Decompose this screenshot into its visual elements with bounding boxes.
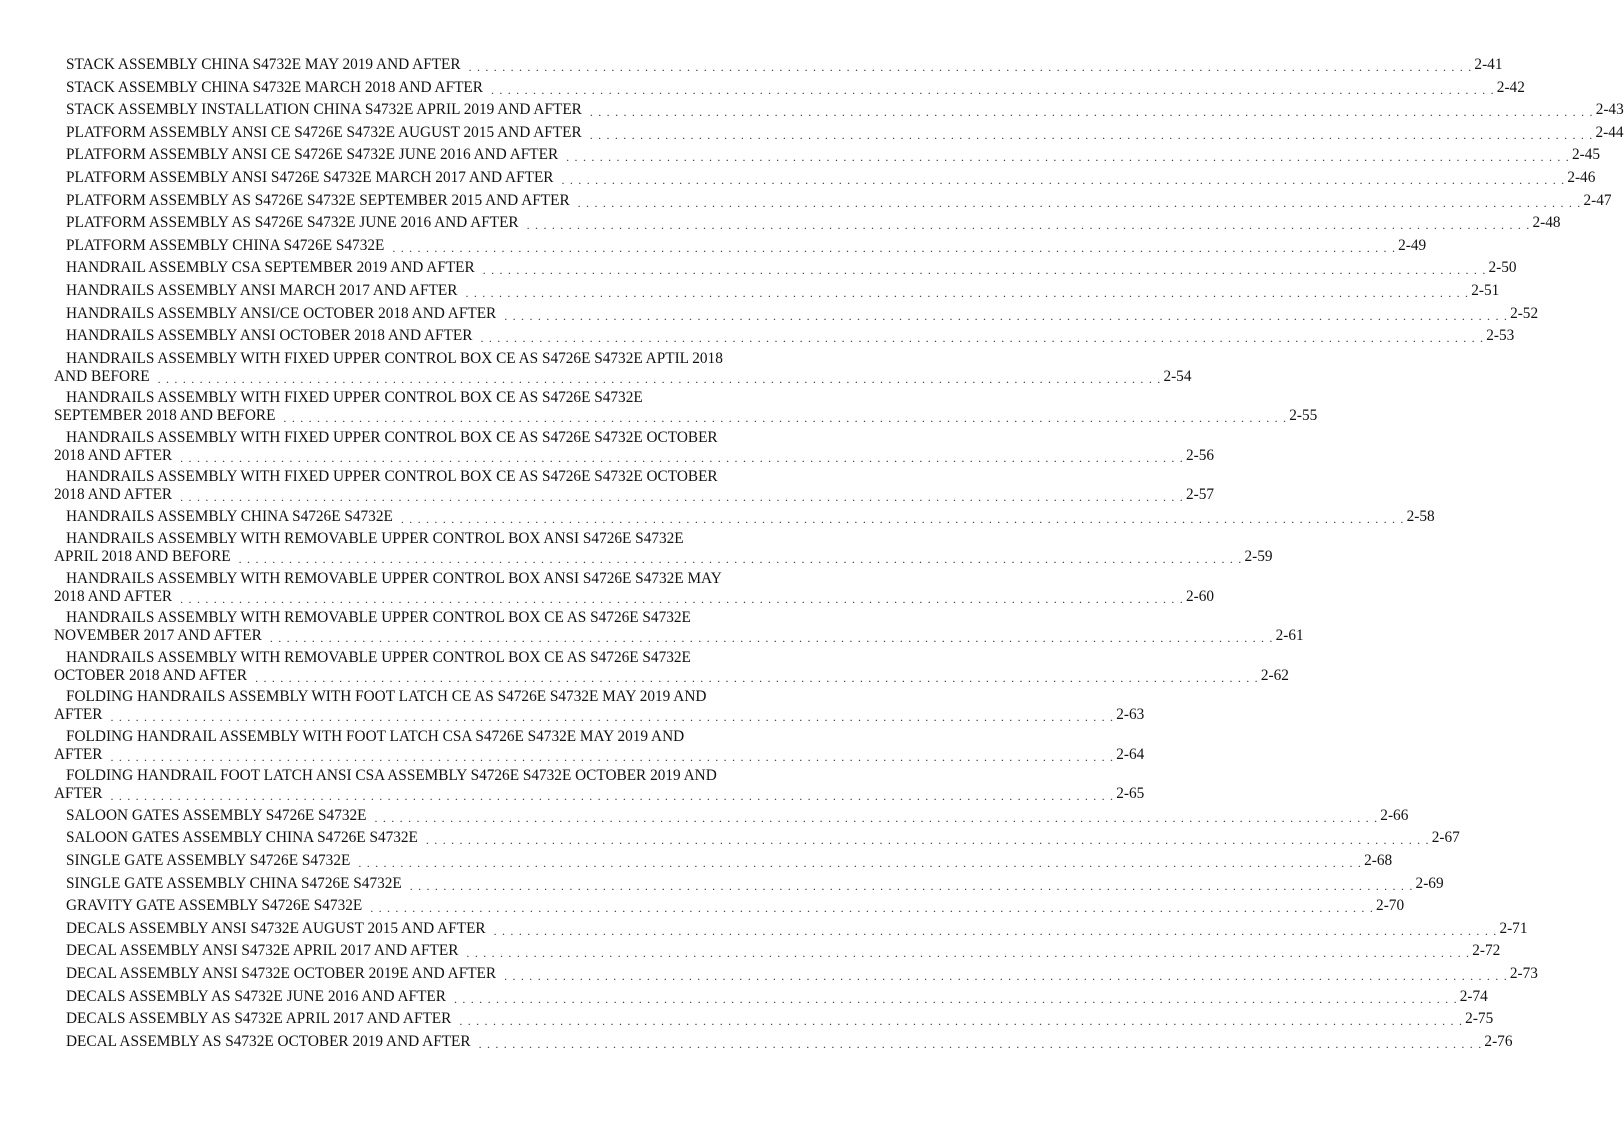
toc-entry[interactable]: [54, 727, 1145, 768]
toc-entry[interactable]: [54, 349, 1192, 390]
toc-page-number: 2-74: [1459, 987, 1488, 1005]
toc-page-number: 2-73: [1509, 964, 1538, 982]
toc-page-number: 2-41: [1474, 56, 1503, 73]
toc-entry[interactable]: [54, 327, 1515, 350]
toc-entry-title: PLATFORM ASSEMBLY ANSI CE S4726E S4732E JUNE 2016 AND AFTER: [66, 146, 559, 164]
toc-entry[interactable]: [54, 964, 1538, 988]
toc-entry[interactable]: [54, 468, 1214, 508]
toc-entry-title: PLATFORM ASSEMBLY AS S4726E S4732E JUNE 2016 AND AFTER: [66, 214, 519, 232]
toc-entry[interactable]: [54, 259, 1517, 282]
toc-entry[interactable]: [54, 767, 1145, 807]
dot-leader: . . . . . . . . . . . . . . . . . . . . . . . . . . . . . . . . . . . . . . . . . . . . . . . . . . . . . . . . . . . . . . . . . . . . . . . . . . . . . . . . . . . . . . . . . . . . . . . . . . . . . . . . . . . . . . . . . . . . . . . .: [490, 82, 1495, 97]
dot-leader: . . . . . . . . . . . . . . . . . . . . . . . . . . . . . . . . . . . . . . . . . . . . . . . . . . . . . . . . . . . . . . . . . . . . . . . . . . . . . . . . . . . . . . . . . . . . . . . . . . . . . . . . . . . . . . . . . . . . . . . .: [577, 195, 1582, 210]
toc-entry-title-line-1: HANDRAILS ASSEMBLY WITH FIXED UPPER CONTROL BOX CE AS S4726E S4732E: [66, 389, 643, 407]
toc-entry[interactable]: [54, 609, 1304, 649]
toc-entry-title-line-1: HANDRAILS ASSEMBLY WITH FIXED UPPER CONTROL BOX CE AS S4726E S4732E OCTOBER: [66, 428, 718, 446]
toc-page-number: 2-65: [1116, 785, 1145, 803]
toc-entry-title: SALOON GATES ASSEMBLY S4726E S4732E: [66, 806, 367, 824]
dot-leader: . . . . . . . . . . . . . . . . . . . . . . . . . . . . . . . . . . . . . . . . . . . . . . . . . . . . . . . . . . . . . . . . . . . . . . . . . . . . . . . . . . . . . . . . . . . . . . . . . . . . . . . . . . . . . . . . . . . . . . . .: [589, 127, 1594, 142]
dot-leader: . . . . . . . . . . . . . . . . . . . . . . . . . . . . . . . . . . . . . . . . . . . . . . . . . . . . . . . . . . . . . . . . . . . . . . . . . . . . . . . . . . . . . . . . . . . . . . . . . . . . . . . . . . . . . . . . . . . . . . . .: [409, 878, 1414, 893]
dot-leader: . . . . . . . . . . . . . . . . . . . . . . . . . . . . . . . . . . . . . . . . . . . . . . . . . . . . . . . . . . . . . . . . . . . . . . . . . . . . . . . . . . . . . . . . . . . . . . . . . . . . . . . . . . . . . . . . . . . . . . . .: [482, 263, 1487, 278]
dot-leader: . . . . . . . . . . . . . . . . . . . . . . . . . . . . . . . . . . . . . . . . . . . . . . . . . . . . . . . . . . . . . . . . . . . . . . . . . . . . . . . . . . . . . . . . . . . . . . . . . . . . . . . . . . . . . . . . . . . . . . . .: [465, 285, 1470, 300]
dot-leader: . . . . . . . . . . . . . . . . . . . . . . . . . . . . . . . . . . . . . . . . . . . . . . . . . . . . . . . . . . . . . . . . . . . . . . . . . . . . . . . . . . . . . . . . . . . . . . . . . . . . . . . . . . . . . . . . . . . . . . . .: [238, 552, 1243, 567]
dot-leader: . . . . . . . . . . . . . . . . . . . . . . . . . . . . . . . . . . . . . . . . . . . . . . . . . . . . . . . . . . . . . . . . . . . . . . . . . . . . . . . . . . . . . . . . . . . . . . . . . . . . . . . . . . . . . . . . . . . . . . . .: [269, 631, 1274, 646]
toc-entry-title: STACK ASSEMBLY CHINA S4732E MARCH 2018 AND AFTER: [66, 78, 483, 96]
toc-entry[interactable]: [54, 214, 1561, 237]
dot-leader: . . . . . . . . . . . . . . . . . . . . . . . . . . . . . . . . . . . . . . . . . . . . . . . . . . . . . . . . . . . . . . . . . . . . . . . . . . . . . . . . . . . . . . . . . . . . . . . . . . . . . . . . . . . . . . . . . . . . . . . .: [110, 749, 1115, 764]
toc-page-number: 2-57: [1185, 486, 1214, 504]
toc-entry-title: SALOON GATES ASSEMBLY CHINA S4726E S4732E: [66, 829, 418, 847]
toc-page-number: 2-54: [1163, 367, 1192, 385]
toc-entry[interactable]: [54, 806, 1409, 830]
toc-entry-title: GRAVITY GATE ASSEMBLY S4726E S4732E: [66, 897, 363, 915]
toc-entry-title-line-2: AFTER: [54, 706, 103, 724]
dot-leader: . . . . . . . . . . . . . . . . . . . . . . . . . . . . . . . . . . . . . . . . . . . . . . . . . . . . . . . . . . . . . . . . . . . . . . . . . . . . . . . . . . . . . . . . . . . . . . . . . . . . . . . . . . . . . . . . . . . . . . . .: [180, 591, 1184, 606]
toc-entry-title-line-2: 2018 AND AFTER: [54, 486, 173, 504]
dot-leader: . . . . . . . . . . . . . . . . . . . . . . . . . . . . . . . . . . . . . . . . . . . . . . . . . . . . . . . . . . . . . . . . . . . . . . . . . . . . . . . . . . . . . . . . . . . . . . . . . . . . . . . . . . . . . . . . . . . . . . . .: [468, 60, 1473, 74]
toc-entry-title: DECAL ASSEMBLY AS S4732E OCTOBER 2019 AND AFTER: [66, 1032, 471, 1050]
toc-page-number: 2-47: [1583, 191, 1612, 209]
toc-entry[interactable]: [54, 78, 1525, 102]
dot-leader: . . . . . . . . . . . . . . . . . . . . . . . . . . . . . . . . . . . . . . . . . . . . . . . . . . . . . . . . . . . . . . . . . . . . . . . . . . . . . . . . . . . . . . . . . . . . . . . . . . . . . . . . . . . . . . . . . . . . . . . .: [478, 1036, 1483, 1051]
dot-leader: . . . . . . . . . . . . . . . . . . . . . . . . . . . . . . . . . . . . . . . . . . . . . . . . . . . . . . . . . . . . . . . . . . . . . . . . . . . . . . . . . . . . . . . . . . . . . . . . . . . . . . . . . . . . . . . . . . . . . . . .: [466, 946, 1471, 961]
toc-page-number: 2-61: [1275, 627, 1304, 645]
toc-page-number: 2-52: [1510, 304, 1539, 322]
toc-page-number: 2-66: [1380, 806, 1409, 824]
toc-page-number: 2-43: [1595, 101, 1624, 119]
toc-entry-title: HANDRAIL ASSEMBLY CSA SEPTEMBER 2019 AND AFTER: [66, 259, 475, 277]
dot-leader: . . . . . . . . . . . . . . . . . . . . . . . . . . . . . . . . . . . . . . . . . . . . . . . . . . . . . . . . . . . . . . . . . . . . . . . . . . . . . . . . . . . . . . . . . . . . . . . . . . . . . . . . . . . . . . . . . . . . . . . .: [453, 991, 1458, 1006]
toc-entry[interactable]: [54, 146, 1601, 169]
dot-leader: . . . . . . . . . . . . . . . . . . . . . . . . . . . . . . . . . . . . . . . . . . . . . . . . . . . . . . . . . . . . . . . . . . . . . . . . . . . . . . . . . . . . . . . . . . . . . . . . . . . . . . . . . . . . . . . . . . . . . . . .: [255, 670, 1259, 685]
toc-entry-title: SINGLE GATE ASSEMBLY CHINA S4726E S4732E: [66, 874, 402, 892]
toc-entry-title-line-2: SEPTEMBER 2018 AND BEFORE: [54, 407, 276, 425]
toc-entry-title: DECAL ASSEMBLY ANSI S4732E APRIL 2017 AND AFTER: [66, 942, 459, 960]
dot-leader: . . . . . . . . . . . . . . . . . . . . . . . . . . . . . . . . . . . . . . . . . . . . . . . . . . . . . . . . . . . . . . . . . . . . . . . . . . . . . . . . . . . . . . . . . . . . . . . . . . . . . . . . . . . . . . . . . . . . . . . .: [370, 901, 1375, 916]
toc-page-number: 2-75: [1465, 1010, 1494, 1028]
toc-entry-title: DECALS ASSEMBLY AS S4732E APRIL 2017 AND AFTER: [66, 1010, 452, 1028]
dot-leader: . . . . . . . . . . . . . . . . . . . . . . . . . . . . . . . . . . . . . . . . . . . . . . . . . . . . . . . . . . . . . . . . . . . . . . . . . . . . . . . . . . . . . . . . . . . . . . . . . . . . . . . . . . . . . . . . . . . . . . . .: [358, 856, 1363, 870]
toc-entry[interactable]: [54, 829, 1460, 852]
toc-entry[interactable]: [54, 428, 1214, 469]
toc-entry-title-line-2: 2018 AND AFTER: [54, 446, 173, 464]
toc-entry-title-line-2: NOVEMBER 2017 AND AFTER: [54, 627, 262, 645]
toc-page-number: 2-72: [1472, 942, 1501, 960]
dot-leader: . . . . . . . . . . . . . . . . . . . . . . . . . . . . . . . . . . . . . . . . . . . . . . . . . . . . . . . . . . . . . . . . . . . . . . . . . . . . . . . . . . . . . . . . . . . . . . . . . . . . . . . . . . . . . . . . . . . . . . . .: [459, 1014, 1464, 1029]
toc-entry[interactable]: [54, 874, 1444, 898]
toc-entry[interactable]: [54, 1010, 1494, 1033]
dot-leader: . . . . . . . . . . . . . . . . . . . . . . . . . . . . . . . . . . . . . . . . . . . . . . . . . . . . . . . . . . . . . . . . . . . . . . . . . . . . . . . . . . . . . . . . . . . . . . . . . . . . . . . . . . . . . . . . . . . . . . . .: [374, 810, 1379, 825]
toc-entry-title: HANDRAILS ASSEMBLY ANSI/CE OCTOBER 2018 AND AFTER: [66, 304, 497, 322]
toc-page-number: 2-53: [1486, 327, 1515, 345]
toc-entry-title: PLATFORM ASSEMBLY ANSI S4726E S4732E MARCH 2017 AND AFTER: [66, 168, 554, 186]
toc-entry-title-line-1: HANDRAILS ASSEMBLY WITH FIXED UPPER CONTROL BOX CE AS S4726E S4732E APTIL 2018: [66, 349, 723, 367]
toc-page-number: 2-56: [1185, 446, 1214, 464]
toc-entry[interactable]: [54, 852, 1393, 875]
toc-page-number: 2-69: [1415, 874, 1444, 892]
toc-page-number: 2-49: [1398, 236, 1427, 254]
toc-entry[interactable]: [54, 569, 1214, 610]
toc-entry-title: STACK ASSEMBLY INSTALLATION CHINA S4732E APRIL 2019 AND AFTER: [66, 101, 582, 119]
dot-leader: . . . . . . . . . . . . . . . . . . . . . . . . . . . . . . . . . . . . . . . . . . . . . . . . . . . . . . . . . . . . . . . . . . . . . . . . . . . . . . . . . . . . . . . . . . . . . . . . . . . . . . . . . . . . . . . . . . . . . . . .: [504, 968, 1508, 983]
toc-entry-title-line-2: AND BEFORE: [54, 367, 150, 385]
table-of-contents: [54, 56, 1624, 1055]
toc-entry[interactable]: [54, 281, 1500, 305]
toc-entry-title: DECAL ASSEMBLY ANSI S4732E OCTOBER 2019E AND AFTER: [66, 964, 497, 982]
toc-page-number: 2-63: [1116, 706, 1145, 724]
dot-leader: . . . . . . . . . . . . . . . . . . . . . . . . . . . . . . . . . . . . . . . . . . . . . . . . . . . . . . . . . . . . . . . . . . . . . . . . . . . . . . . . . . . . . . . . . . . . . . . . . . . . . . . . . . . . . . . . . . . . . . . .: [392, 240, 1397, 255]
toc-entry[interactable]: [54, 304, 1539, 328]
toc-entry-title: STACK ASSEMBLY CHINA S4732E MAY 2019 AND AFTER: [66, 56, 461, 73]
toc-page-number: 2-60: [1185, 587, 1214, 605]
toc-entry-title: HANDRAILS ASSEMBLY ANSI MARCH 2017 AND AFTER: [66, 281, 458, 299]
toc-entry-title: PLATFORM ASSEMBLY AS S4726E S4732E SEPTEMBER 2015 AND AFTER: [66, 191, 570, 209]
toc-page-number: 2-59: [1244, 548, 1273, 566]
toc-entry-title: DECALS ASSEMBLY AS S4732E JUNE 2016 AND AFTER: [66, 987, 446, 1005]
toc-entry-title: DECALS ASSEMBLY ANSI S4732E AUGUST 2015 AND AFTER: [66, 919, 486, 937]
toc-page-number: 2-55: [1289, 407, 1318, 425]
toc-entry[interactable]: [54, 897, 1405, 920]
dot-leader: . . . . . . . . . . . . . . . . . . . . . . . . . . . . . . . . . . . . . . . . . . . . . . . . . . . . . . . . . . . . . . . . . . . . . . . . . . . . . . . . . . . . . . . . . . . . . . . . . . . . . . . . . . . . . . . . . . . . . . . .: [493, 923, 1498, 938]
toc-entry-title-line-1: HANDRAILS ASSEMBLY WITH REMOVABLE UPPER CONTROL BOX CE AS S4726E S4732E: [66, 609, 691, 627]
toc-page-number: 2-46: [1567, 168, 1596, 186]
toc-page-number: 2-67: [1431, 829, 1460, 847]
dot-leader: . . . . . . . . . . . . . . . . . . . . . . . . . . . . . . . . . . . . . . . . . . . . . . . . . . . . . . . . . . . . . . . . . . . . . . . . . . . . . . . . . . . . . . . . . . . . . . . . . . . . . . . . . . . . . . . . . . . . . . . .: [425, 833, 1430, 848]
dot-leader: . . . . . . . . . . . . . . . . . . . . . . . . . . . . . . . . . . . . . . . . . . . . . . . . . . . . . . . . . . . . . . . . . . . . . . . . . . . . . . . . . . . . . . . . . . . . . . . . . . . . . . . . . . . . . . . . . . . . . . . .: [589, 105, 1594, 120]
toc-entry[interactable]: [54, 987, 1488, 1011]
toc-entry-title-line-1: FOLDING HANDRAIL ASSEMBLY WITH FOOT LATCH CSA S4726E S4732E MAY 2019 AND: [66, 727, 685, 745]
toc-entry-title-line-1: HANDRAILS ASSEMBLY WITH FIXED UPPER CONTROL BOX CE AS S4726E S4732E OCTOBER: [66, 468, 718, 486]
dot-leader: . . . . . . . . . . . . . . . . . . . . . . . . . . . . . . . . . . . . . . . . . . . . . . . . . . . . . . . . . . . . . . . . . . . . . . . . . . . . . . . . . . . . . . . . . . . . . . . . . . . . . . . . . . . . . . . . . . . . . . . .: [110, 789, 1115, 804]
toc-page-number: 2-58: [1406, 507, 1435, 525]
dot-leader: . . . . . . . . . . . . . . . . . . . . . . . . . . . . . . . . . . . . . . . . . . . . . . . . . . . . . . . . . . . . . . . . . . . . . . . . . . . . . . . . . . . . . . . . . . . . . . . . . . . . . . . . . . . . . . . . . . . . . . . .: [561, 172, 1566, 187]
toc-entry-title: HANDRAILS ASSEMBLY CHINA S4726E S4732E: [66, 507, 393, 525]
dot-leader: . . . . . . . . . . . . . . . . . . . . . . . . . . . . . . . . . . . . . . . . . . . . . . . . . . . . . . . . . . . . . . . . . . . . . . . . . . . . . . . . . . . . . . . . . . . . . . . . . . . . . . . . . . . . . . . . . . . . . . . .: [180, 490, 1184, 505]
dot-leader: . . . . . . . . . . . . . . . . . . . . . . . . . . . . . . . . . . . . . . . . . . . . . . . . . . . . . . . . . . . . . . . . . . . . . . . . . . . . . . . . . . . . . . . . . . . . . . . . . . . . . . . . . . . . . . . . . . . . . . . .: [480, 331, 1485, 346]
toc-entry[interactable]: [54, 236, 1427, 260]
dot-leader: . . . . . . . . . . . . . . . . . . . . . . . . . . . . . . . . . . . . . . . . . . . . . . . . . . . . . . . . . . . . . . . . . . . . . . . . . . . . . . . . . . . . . . . . . . . . . . . . . . . . . . . . . . . . . . . . . . . . . . . .: [110, 710, 1115, 725]
toc-entry[interactable]: [54, 530, 1273, 570]
dot-leader: . . . . . . . . . . . . . . . . . . . . . . . . . . . . . . . . . . . . . . . . . . . . . . . . . . . . . . . . . . . . . . . . . . . . . . . . . . . . . . . . . . . . . . . . . . . . . . . . . . . . . . . . . . . . . . . . . . . . . . . .: [283, 411, 1288, 426]
toc-page-number: 2-76: [1484, 1032, 1513, 1050]
toc-entry[interactable]: [54, 919, 1528, 943]
toc-entry-title: HANDRAILS ASSEMBLY ANSI OCTOBER 2018 AND AFTER: [66, 327, 473, 345]
toc-entry[interactable]: [54, 1032, 1513, 1056]
toc-page-number: 2-45: [1571, 146, 1601, 164]
dot-leader: . . . . . . . . . . . . . . . . . . . . . . . . . . . . . . . . . . . . . . . . . . . . . . . . . . . . . . . . . . . . . . . . . . . . . . . . . . . . . . . . . . . . . . . . . . . . . . . . . . . . . . . . . . . . . . . . . . . . . . . .: [400, 511, 1405, 526]
toc-page-number: 2-64: [1116, 745, 1145, 763]
toc-page-number: 2-50: [1488, 259, 1517, 277]
toc-entry-title-line-1: HANDRAILS ASSEMBLY WITH REMOVABLE UPPER CONTROL BOX ANSI S4726E S4732E: [66, 530, 684, 548]
toc-entry-title-line-2: AFTER: [54, 785, 103, 803]
toc-entry-title: PLATFORM ASSEMBLY CHINA S4726E S4732E: [66, 236, 385, 254]
dot-leader: . . . . . . . . . . . . . . . . . . . . . . . . . . . . . . . . . . . . . . . . . . . . . . . . . . . . . . . . . . . . . . . . . . . . . . . . . . . . . . . . . . . . . . . . . . . . . . . . . . . . . . . . . . . . . . . . . . . . . . . .: [504, 308, 1509, 323]
toc-entry[interactable]: [54, 123, 1624, 147]
dot-leader: . . . . . . . . . . . . . . . . . . . . . . . . . . . . . . . . . . . . . . . . . . . . . . . . . . . . . . . . . . . . . . . . . . . . . . . . . . . . . . . . . . . . . . . . . . . . . . . . . . . . . . . . . . . . . . . . . . . . . . . .: [566, 150, 1570, 165]
toc-entry[interactable]: [54, 101, 1624, 124]
toc-entry-title-line-1: HANDRAILS ASSEMBLY WITH REMOVABLE UPPER CONTROL BOX ANSI S4726E S4732E MAY: [66, 569, 722, 587]
toc-entry-title: SINGLE GATE ASSEMBLY S4726E S4732E: [66, 852, 351, 869]
toc-entry[interactable]: [54, 507, 1435, 531]
toc-entry[interactable]: [54, 191, 1612, 215]
toc-entry-title-line-1: FOLDING HANDRAILS ASSEMBLY WITH FOOT LATCH CE AS S4726E S4732E MAY 2019 AND: [66, 688, 707, 706]
toc-page-number: 2-44: [1595, 123, 1624, 141]
toc-entry[interactable]: [54, 389, 1318, 429]
toc-entry[interactable]: [54, 688, 1145, 728]
dot-leader: . . . . . . . . . . . . . . . . . . . . . . . . . . . . . . . . . . . . . . . . . . . . . . . . . . . . . . . . . . . . . . . . . . . . . . . . . . . . . . . . . . . . . . . . . . . . . . . . . . . . . . . . . . . . . . . . . . . . . . . .: [526, 218, 1531, 233]
toc-entry-title: PLATFORM ASSEMBLY ANSI CE S4726E S4732E AUGUST 2015 AND AFTER: [66, 123, 582, 141]
toc-page-number: 2-51: [1471, 281, 1500, 299]
toc-page-number: 2-68: [1364, 852, 1393, 869]
toc-entry-title-line-2: APRIL 2018 AND BEFORE: [54, 548, 231, 566]
dot-leader: . . . . . . . . . . . . . . . . . . . . . . . . . . . . . . . . . . . . . . . . . . . . . . . . . . . . . . . . . . . . . . . . . . . . . . . . . . . . . . . . . . . . . . . . . . . . . . . . . . . . . . . . . . . . . . . . . . . . . . . .: [157, 371, 1162, 386]
toc-page-number: 2-62: [1260, 666, 1289, 684]
toc-entry-title-line-2: OCTOBER 2018 AND AFTER: [54, 666, 248, 684]
dot-leader: . . . . . . . . . . . . . . . . . . . . . . . . . . . . . . . . . . . . . . . . . . . . . . . . . . . . . . . . . . . . . . . . . . . . . . . . . . . . . . . . . . . . . . . . . . . . . . . . . . . . . . . . . . . . . . . . . . . . . . . .: [180, 450, 1184, 465]
toc-entry[interactable]: [54, 942, 1501, 965]
toc-entry[interactable]: [54, 168, 1596, 192]
toc-entry[interactable]: [54, 648, 1289, 689]
toc-entry-title-line-2: AFTER: [54, 745, 103, 763]
toc-page-number: 2-70: [1376, 897, 1405, 915]
toc-page-number: 2-48: [1532, 214, 1561, 232]
toc-entry-title-line-2: 2018 AND AFTER: [54, 587, 173, 605]
toc-entry-title-line-1: HANDRAILS ASSEMBLY WITH REMOVABLE UPPER CONTROL BOX CE AS S4726E S4732E: [66, 648, 691, 666]
toc-page-number: 2-71: [1499, 919, 1528, 937]
toc-page-number: 2-42: [1496, 78, 1525, 96]
toc-entry-title-line-1: FOLDING HANDRAIL FOOT LATCH ANSI CSA ASSEMBLY S4726E S4732E OCTOBER 2019 AND: [66, 767, 717, 785]
toc-entry[interactable]: [54, 56, 1503, 79]
